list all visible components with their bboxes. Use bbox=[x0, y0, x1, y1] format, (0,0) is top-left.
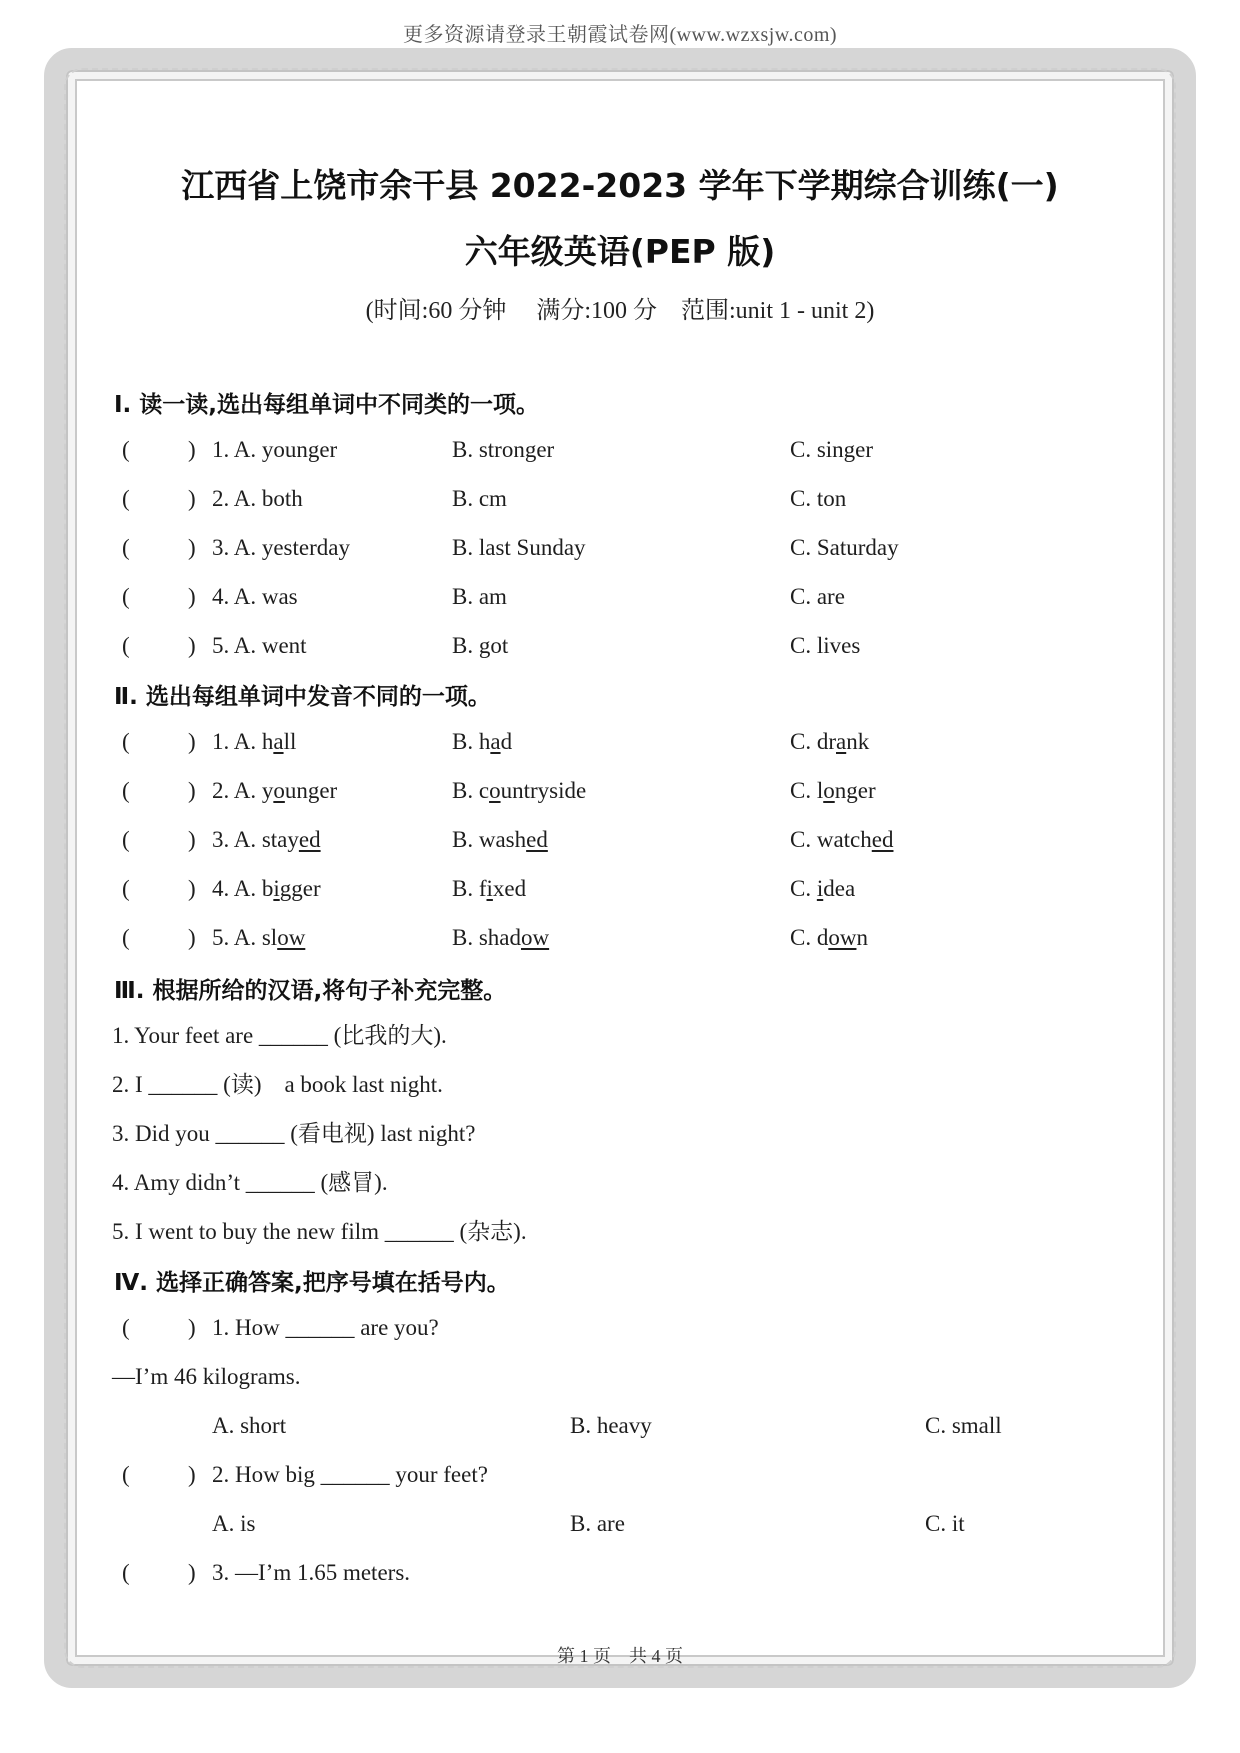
answer-paren-close: ) bbox=[188, 827, 196, 852]
question-reply: —I’m 46 kilograms. bbox=[112, 1364, 301, 1389]
option-c: C. longer bbox=[790, 778, 876, 803]
sentence-item: 2. I ______ (读) a book last night. bbox=[112, 1072, 443, 1097]
sentence-item: 3. Did you ______ (看电视) last night? bbox=[112, 1121, 476, 1146]
answer-paren-close: ) bbox=[188, 486, 196, 511]
question-item bbox=[0, 1312, 1240, 1344]
option-c: C. drank bbox=[790, 729, 870, 754]
underlined-letters: ow bbox=[521, 925, 550, 950]
options-row bbox=[0, 1410, 1240, 1442]
option-c: C. are bbox=[790, 584, 845, 609]
section-2-item bbox=[0, 922, 1240, 954]
underlined-letters: ow bbox=[828, 925, 857, 950]
underlined-letters: ow bbox=[277, 925, 306, 950]
section-2-item bbox=[0, 726, 1240, 758]
answer-paren-close: ) bbox=[188, 729, 196, 754]
exam-subject-title: 六年级英语(PEP 版) bbox=[464, 232, 776, 271]
section-2-item bbox=[0, 775, 1240, 807]
underlined-letters: o bbox=[489, 778, 501, 803]
answer-paren-open[interactable]: ( bbox=[122, 1462, 130, 1487]
underlined-letters: ed bbox=[298, 827, 321, 852]
header-note: 更多资源请登录王朝霞试卷网(www.wzxsjw.com) bbox=[402, 24, 838, 46]
question-text: 2. How big ______ your feet? bbox=[212, 1462, 488, 1487]
answer-paren-open[interactable]: ( bbox=[122, 584, 130, 609]
option-a: 4. A. bigger bbox=[212, 876, 321, 901]
answer-paren-open[interactable]: ( bbox=[122, 486, 130, 511]
option-c: C. Saturday bbox=[790, 535, 899, 560]
option-a: A. short bbox=[212, 1413, 287, 1438]
option-a: 2. A. younger bbox=[212, 778, 338, 803]
section-2-item bbox=[0, 873, 1240, 905]
answer-paren-open[interactable]: ( bbox=[122, 729, 130, 754]
option-b: B. cm bbox=[452, 486, 507, 511]
question-item bbox=[0, 1459, 1240, 1491]
option-c: C. watched bbox=[790, 827, 894, 852]
option-b: B. fixed bbox=[452, 876, 527, 901]
option-b: B. are bbox=[570, 1511, 625, 1536]
answer-paren-open[interactable]: ( bbox=[122, 1560, 130, 1585]
exam-title: 江西省上饶市余干县 2022-2023 学年下学期综合训练(一) bbox=[181, 166, 1059, 205]
option-a: A. is bbox=[212, 1511, 256, 1536]
section-1-item bbox=[0, 581, 1240, 613]
underlined-letters: a bbox=[836, 729, 847, 754]
section-1-item bbox=[0, 483, 1240, 515]
answer-paren-close: ) bbox=[188, 778, 196, 803]
underlined-letters: i bbox=[273, 876, 280, 901]
option-c: C. lives bbox=[790, 633, 861, 658]
question-text: 1. How ______ are you? bbox=[212, 1315, 439, 1340]
underlined-letters: o bbox=[823, 778, 835, 803]
section-2-heading: Ⅱ. 选出每组单词中发音不同的一项。 bbox=[114, 684, 491, 710]
underlined-letters: ed bbox=[526, 827, 548, 852]
answer-paren-open[interactable]: ( bbox=[122, 437, 130, 462]
option-c: C. singer bbox=[790, 437, 874, 462]
underlined-letters: i bbox=[486, 876, 493, 901]
sentence-item: 1. Your feet are ______ (比我的大). bbox=[112, 1023, 447, 1048]
sentence-item: 5. I went to buy the new film ______ (杂志). bbox=[112, 1219, 527, 1244]
option-a: 1. A. hall bbox=[212, 729, 297, 754]
answer-paren-close: ) bbox=[188, 876, 196, 901]
option-b: B. countryside bbox=[452, 778, 587, 803]
option-a: 3. A. stayed bbox=[212, 827, 321, 852]
option-b: B. stronger bbox=[452, 437, 555, 462]
answer-paren-close: ) bbox=[188, 633, 196, 658]
answer-paren-close: ) bbox=[188, 1462, 196, 1487]
option-b: B. got bbox=[452, 633, 509, 658]
option-a: 2. A. both bbox=[212, 486, 303, 511]
section-2-item bbox=[0, 824, 1240, 856]
answer-paren-open[interactable]: ( bbox=[122, 827, 130, 852]
option-c: C. small bbox=[925, 1413, 1002, 1438]
underlined-letters: ed bbox=[871, 827, 894, 852]
page-footer: 第 1 页 共 4 页 bbox=[557, 1646, 683, 1666]
question-item bbox=[0, 1557, 1240, 1589]
option-a: 4. A. was bbox=[212, 584, 298, 609]
answer-paren-open[interactable]: ( bbox=[122, 925, 130, 950]
option-b: B. had bbox=[452, 729, 513, 754]
option-b: B. washed bbox=[452, 827, 548, 852]
underlined-letters: o bbox=[273, 778, 285, 803]
answer-paren-close: ) bbox=[188, 1560, 196, 1585]
option-b: B. last Sunday bbox=[452, 535, 586, 560]
answer-paren-open[interactable]: ( bbox=[122, 633, 130, 658]
underlined-letters: i bbox=[816, 876, 824, 901]
answer-paren-open[interactable]: ( bbox=[122, 1315, 130, 1340]
options-row bbox=[0, 1508, 1240, 1540]
exam-info: (时间:60 分钟 满分:100 分 范围:unit 1 - unit 2) bbox=[365, 298, 875, 324]
answer-paren-open[interactable]: ( bbox=[122, 535, 130, 560]
sentence-item: 4. Amy didn’t ______ (感冒). bbox=[112, 1170, 388, 1195]
option-b: B. shadow bbox=[452, 925, 550, 950]
section-3-heading: Ⅲ. 根据所给的汉语,将句子补充完整。 bbox=[114, 978, 507, 1004]
option-c: C. ton bbox=[790, 486, 847, 511]
answer-paren-close: ) bbox=[188, 535, 196, 560]
option-c: C. it bbox=[925, 1511, 965, 1536]
underlined-letters: a bbox=[490, 729, 501, 754]
option-a: 5. A. slow bbox=[212, 925, 306, 950]
question-text: 3. —I’m 1.65 meters. bbox=[212, 1560, 411, 1585]
option-a: 3. A. yesterday bbox=[212, 535, 350, 560]
answer-paren-open[interactable]: ( bbox=[122, 876, 130, 901]
option-c: C. idea bbox=[790, 876, 856, 901]
answer-paren-close: ) bbox=[188, 437, 196, 462]
option-b: B. am bbox=[452, 584, 507, 609]
section-1-item bbox=[0, 630, 1240, 662]
option-a: 5. A. went bbox=[212, 633, 307, 658]
option-c: C. down bbox=[790, 925, 868, 950]
option-b: B. heavy bbox=[570, 1413, 652, 1438]
answer-paren-close: ) bbox=[188, 584, 196, 609]
section-1-item bbox=[0, 434, 1240, 466]
section-1-heading: Ⅰ. 读一读,选出每组单词中不同类的一项。 bbox=[114, 392, 540, 418]
underlined-letters: a bbox=[273, 729, 284, 754]
answer-paren-open[interactable]: ( bbox=[122, 778, 130, 803]
answer-paren-close: ) bbox=[188, 1315, 196, 1340]
section-1-item bbox=[0, 532, 1240, 564]
option-a: 1. A. younger bbox=[212, 437, 338, 462]
answer-paren-close: ) bbox=[188, 925, 196, 950]
section-4-heading: Ⅳ. 选择正确答案,把序号填在括号内。 bbox=[114, 1270, 510, 1296]
